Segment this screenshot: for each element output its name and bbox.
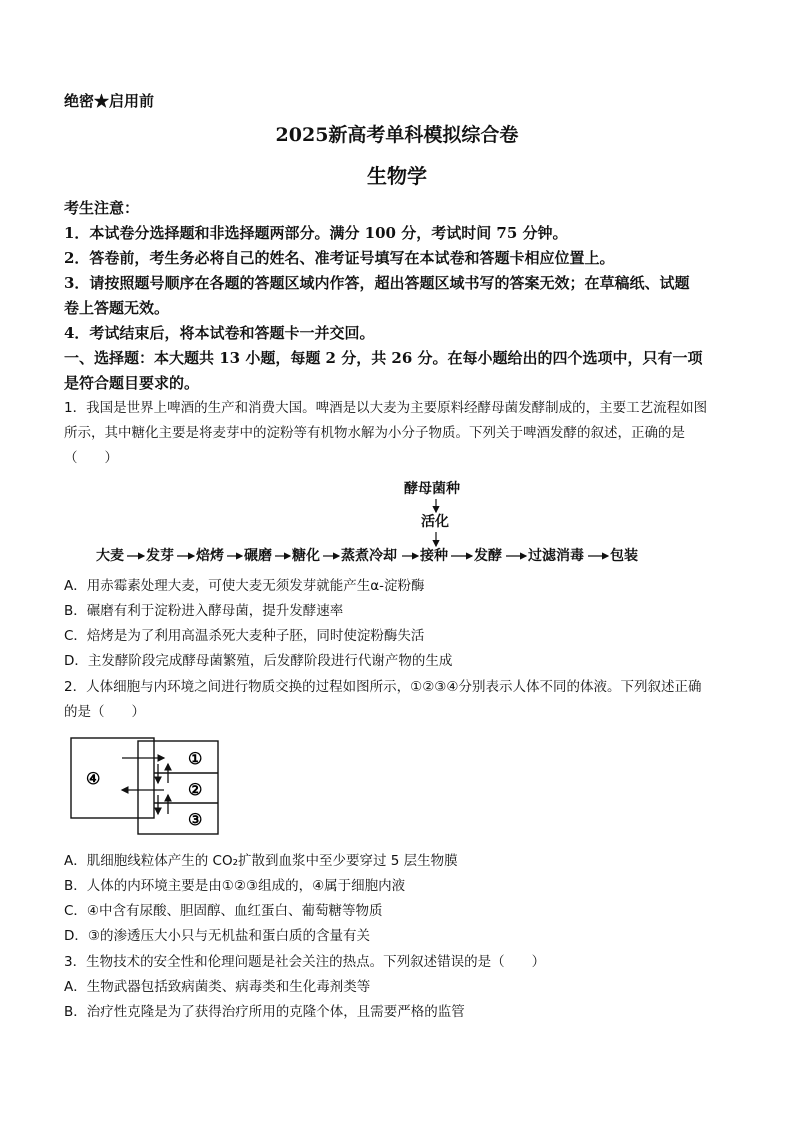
flow-yeast-strain: 酵母菌种 <box>404 481 460 497</box>
notice-heading: 考生注意： <box>64 199 140 217</box>
flow-step: 大麦 <box>96 548 124 564</box>
question-2-text: 的是（ ） <box>64 704 145 720</box>
question-2-option-a: A．肌细胞线粒体产生的 CO₂扩散到血浆中至少要穿过 5 层生物膜 <box>64 853 458 869</box>
notice-item: 1．本试卷分选择题和非选择题两部分。满分 100 分，考试时间 75 分钟。 <box>64 224 568 242</box>
question-3-text: 3．生物技术的安全性和伦理问题是社会关注的热点。下列叙述错误的是（ ） <box>64 954 546 970</box>
flow-step: 过滤消毒 <box>528 548 584 564</box>
flow-step: 接种 <box>420 548 448 564</box>
notice-item: 卷上答题无效。 <box>64 299 170 317</box>
question-2-option-c: C．④中含有尿酸、胆固醇、血红蛋白、葡萄糖等物质 <box>64 903 383 919</box>
flow-step: 发酵 <box>474 548 502 564</box>
section-heading-cont: 是符合题目要求的。 <box>64 374 200 392</box>
notice-item: 3．请按照题号顺序在各题的答题区域内作答，超出答题区域书写的答案无效；在草稿纸、试题 <box>64 274 690 292</box>
flow-step: 蒸煮冷却 <box>341 548 397 564</box>
question-2-text: 2．人体细胞与内环境之间进行物质交换的过程如图所示，①②③④分别表示人体不同的体液。下列叙述正确 <box>64 679 702 695</box>
question-2-option-b: B．人体的内环境主要是由①②③组成的，④属于细胞内液 <box>64 878 406 894</box>
question-1-text: （ ） <box>64 450 118 466</box>
fluid-label-2: ② <box>188 780 203 799</box>
question-1-text: 所示，其中糖化主要是将麦芽中的淀粉等有机物水解为小分子物质。下列关于啤酒发酵的叙述，正确的是 <box>64 425 685 441</box>
question-1-option-a: A．用赤霉素处理大麦，可使大麦无须发芽就能产生α-淀粉酶 <box>64 578 425 594</box>
flow-step: 发芽 <box>146 548 174 564</box>
question-3-option-b: B．治疗性克隆是为了获得治疗所用的克隆个体，且需要严格的监管 <box>64 1004 465 1020</box>
body-fluid-diagram <box>70 737 224 835</box>
question-1-option-d: D．主发酵阶段完成酵母菌繁殖，后发酵阶段进行代谢产物的生成 <box>64 653 453 669</box>
confidential-label: 绝密★启用前 <box>64 92 155 110</box>
flow-step: 包装 <box>610 548 638 564</box>
exam-title: 2025新高考单科模拟综合卷 <box>275 124 519 146</box>
question-3-option-a: A．生物武器包括致病菌类、病毒类和生化毒剂类等 <box>64 979 371 995</box>
question-1-option-c: C．焙烤是为了利用高温杀死大麦种子胚，同时使淀粉酶失活 <box>64 628 425 644</box>
flow-activation: 活化 <box>421 514 449 530</box>
question-1-text: 1．我国是世界上啤酒的生产和消费大国。啤酒是以大麦为主要原料经酵母菌发酵制成的，主要工艺流程如图 <box>64 400 708 416</box>
notice-item: 2．答卷前，考生务必将自己的姓名、准考证号填写在本试卷和答题卡相应位置上。 <box>64 249 615 267</box>
flow-step: 焙烤 <box>196 548 224 564</box>
fluid-label-1: ① <box>188 749 203 768</box>
notice-item: 4．考试结束后，将本试卷和答题卡一并交回。 <box>64 324 375 342</box>
flow-step: 糖化 <box>292 548 320 564</box>
subject-title: 生物学 <box>367 164 427 188</box>
flow-step: 碾磨 <box>244 548 272 564</box>
section-heading: 一、选择题：本大题共 13 小题，每题 2 分，共 26 分。在每小题给出的四个选项中，只有一项 <box>64 349 703 367</box>
fluid-label-3: ③ <box>188 810 203 829</box>
question-2-option-d: D．③的渗透压大小只与无机盐和蛋白质的含量有关 <box>64 928 370 944</box>
question-1-option-b: B．碾磨有利于淀粉进入酵母菌，提升发酵速率 <box>64 603 344 619</box>
fluid-label-4: ④ <box>86 769 101 788</box>
